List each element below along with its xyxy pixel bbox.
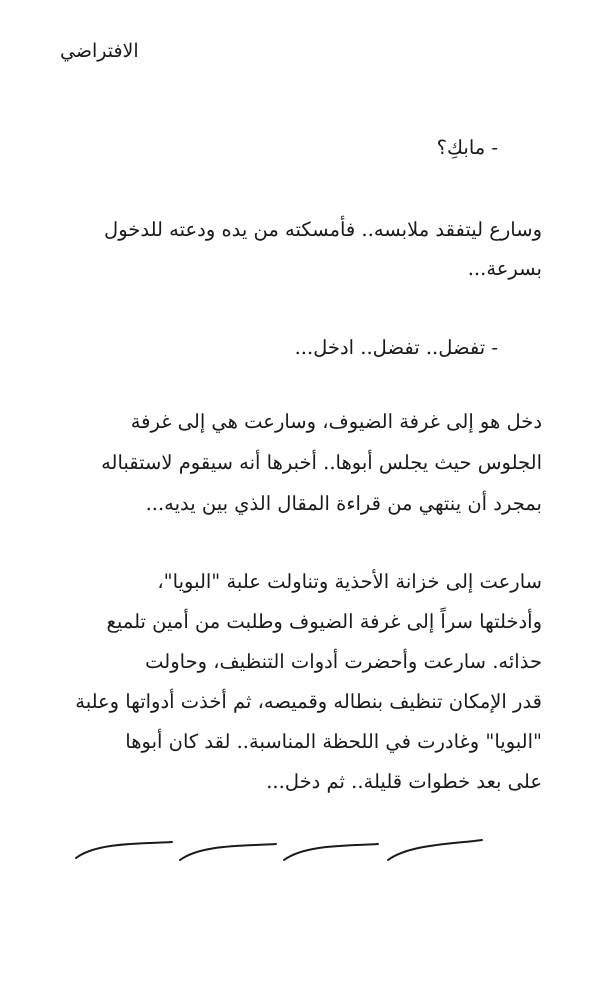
paragraph-2-line-1: دخل هو إلى غرفة الضيوف، وسارعت هي إلى غرفة <box>130 410 542 433</box>
paragraph-3-line-5: "البويا" وغادرت في اللحظة المناسبة.. لقد كان أبوها <box>125 730 542 753</box>
paragraph-3-line-2: وأدخلتها سراً إلى غرفة الضيوف وطلبت من أمين تلميع <box>106 610 542 633</box>
paragraph-3-line-1: سارعت إلى خزانة الأحذية وتناولت علبة "البويا"، <box>157 570 542 593</box>
dialogue-line-2: - تفضل.. تفضل.. ادخل... <box>294 336 498 359</box>
dialogue-line-1: - مابكِ؟ <box>436 136 498 159</box>
paragraph-3-line-3: حذائه. سارعت وأحضرت أدوات التنظيف، وحاولت <box>145 650 542 673</box>
paragraph-2-line-2: الجلوس حيث يجلس أبوها.. أخبرها أنه سيقوم لاستقباله <box>101 451 542 474</box>
paragraph-2-line-3: بمجرد أن ينتهي من قراءة المقال الذي بين يديه... <box>145 492 542 515</box>
paragraph-3-line-4: قدر الإمكان تنظيف بنطاله وقميصه، ثم أخذت أدواتها وعلبة <box>75 690 542 713</box>
paragraph-3-line-6: على بعد خطوات قليلة.. ثم دخل... <box>266 770 542 793</box>
paragraph-1-line-1: وسارع ليتفقد ملابسه.. فأمسكته من يده ودعته للدخول <box>104 218 542 241</box>
wavy-line-ornament-icon <box>72 834 492 870</box>
paragraph-1-line-2: بسرعة... <box>467 257 542 280</box>
page-title: الافتراضي <box>60 40 139 62</box>
